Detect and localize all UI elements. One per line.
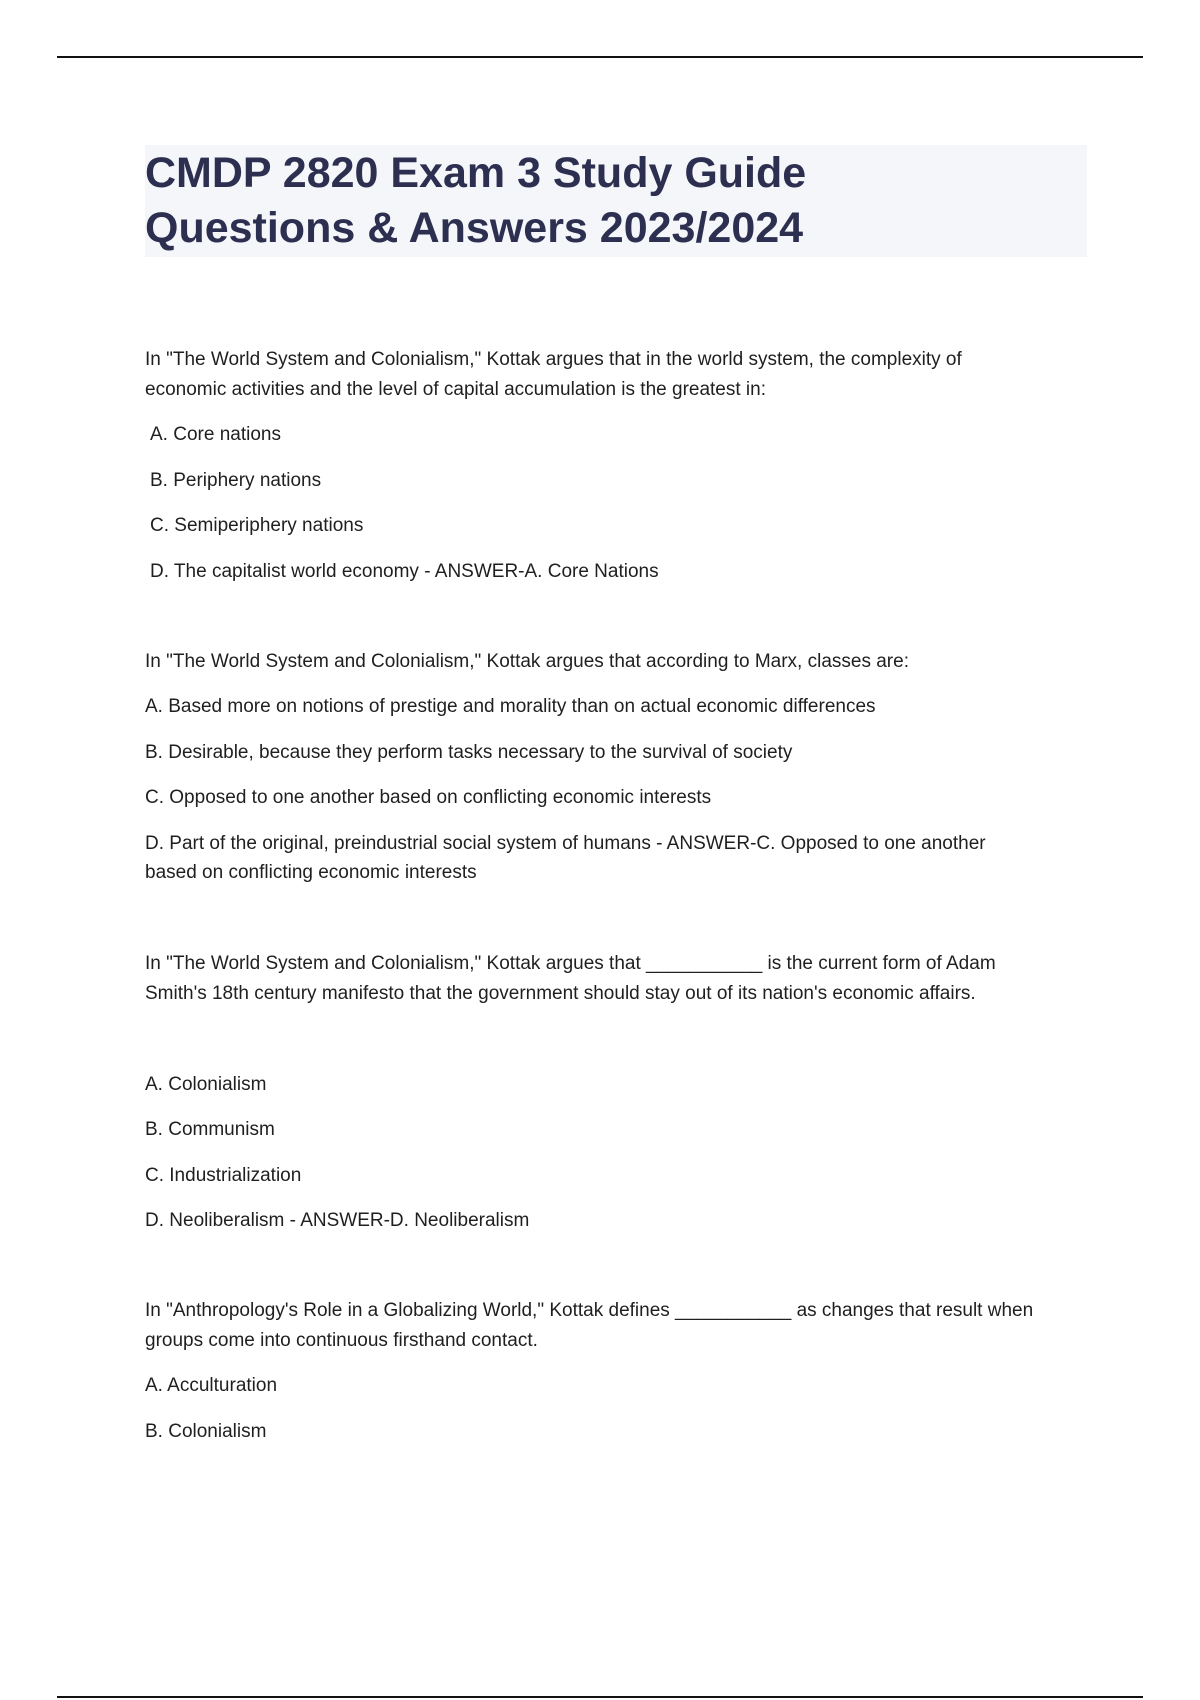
top-rule bbox=[57, 56, 1143, 58]
answer-option-continuation: based on conflicting economic interests bbox=[145, 862, 477, 883]
answer-option: D. The capitalist world economy - ANSWER-A. Core Nations bbox=[150, 561, 659, 582]
question-prompt: In "The World System and Colonialism," Kottak argues that in the world system, the complexity of bbox=[145, 349, 962, 370]
answer-option: D. Part of the original, preindustrial social system of humans - ANSWER-C. Opposed to one another bbox=[145, 833, 986, 854]
answer-option: B. Colonialism bbox=[145, 1421, 267, 1442]
answer-option: A. Colonialism bbox=[145, 1074, 267, 1095]
answer-option: B. Desirable, because they perform tasks necessary to the survival of society bbox=[145, 742, 793, 763]
answer-option: C. Semiperiphery nations bbox=[150, 515, 364, 536]
question-prompt: In "Anthropology's Role in a Globalizing World," Kottak defines ___________ as changes that result when bbox=[145, 1300, 1034, 1321]
document-title-line: Questions & Answers 2023/2024 bbox=[145, 204, 804, 252]
answer-option: A. Acculturation bbox=[145, 1375, 278, 1396]
title-block bbox=[145, 145, 1087, 257]
question-prompt: In "The World System and Colonialism," Kottak argues that ___________ is the current form of Adam bbox=[145, 953, 996, 974]
answer-option: C. Opposed to one another based on conflicting economic interests bbox=[145, 787, 712, 808]
question-prompt: groups come into continuous firsthand contact. bbox=[145, 1330, 538, 1351]
question-prompt: Smith's 18th century manifesto that the government should stay out of its nation's economic affairs. bbox=[145, 983, 976, 1004]
bottom-rule bbox=[57, 1696, 1143, 1698]
answer-option: C. Industrialization bbox=[145, 1165, 302, 1186]
document-title-line: CMDP 2820 Exam 3 Study Guide bbox=[145, 149, 807, 197]
question-prompt: economic activities and the level of capital accumulation is the greatest in: bbox=[145, 379, 766, 400]
question-prompt: In "The World System and Colonialism," Kottak argues that according to Marx, classes are: bbox=[145, 651, 909, 672]
answer-option: A. Based more on notions of prestige and morality than on actual economic differences bbox=[145, 696, 876, 717]
answer-option: D. Neoliberalism - ANSWER-D. Neoliberalism bbox=[145, 1210, 530, 1231]
answer-option: B. Periphery nations bbox=[150, 470, 322, 491]
answer-option: B. Communism bbox=[145, 1119, 275, 1140]
answer-option: A. Core nations bbox=[150, 424, 281, 445]
